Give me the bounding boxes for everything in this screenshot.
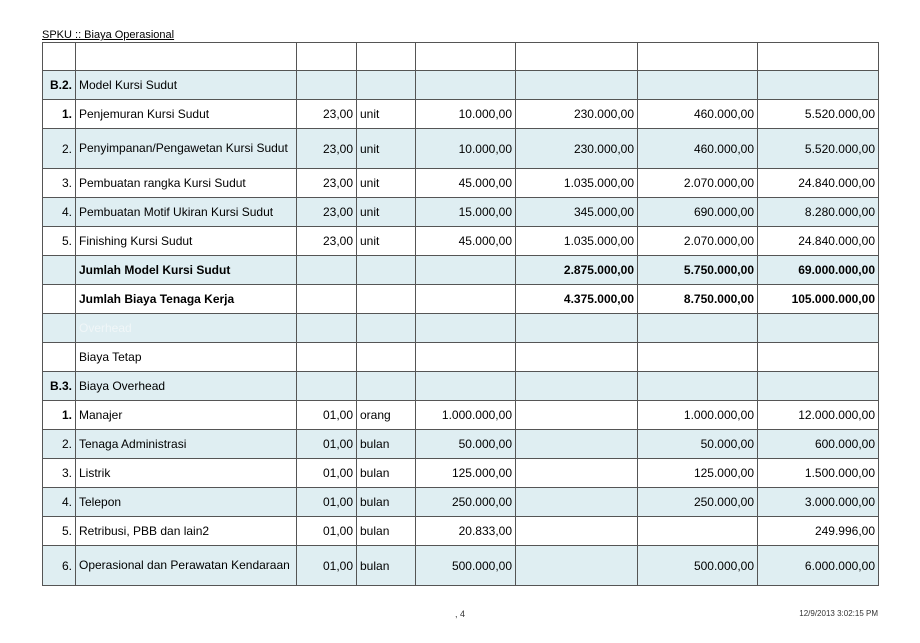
item-month (516, 401, 638, 430)
item-unit: unit (357, 129, 416, 169)
item-period (638, 517, 758, 546)
spacer-row (43, 314, 879, 343)
item-name: Penyimpanan/Pengawetan Kursi Sudut (76, 129, 297, 169)
item-year: 600.000,00 (758, 430, 879, 459)
item-period: 460.000,00 (638, 129, 758, 169)
item-price: 1.000.000,00 (416, 401, 516, 430)
item-name: Finishing Kursi Sudut (76, 227, 297, 256)
row-number: 1. (43, 100, 76, 129)
grand-total-label: Jumlah Biaya Tenaga Kerja (76, 285, 297, 314)
item-unit: bulan (357, 459, 416, 488)
row-number: 2. (43, 430, 76, 459)
item-unit: unit (357, 169, 416, 198)
item-price: 45.000,00 (416, 169, 516, 198)
table-row (43, 129, 879, 169)
item-price: 45.000,00 (416, 227, 516, 256)
item-year: 24.840.000,00 (758, 227, 879, 256)
item-period: 50.000,00 (638, 430, 758, 459)
item-month: 345.000,00 (516, 198, 638, 227)
item-name: Operasional dan Perawatan Kendaraan (76, 546, 297, 586)
item-qty: 01,00 (297, 430, 357, 459)
item-unit: unit (357, 198, 416, 227)
table-row (43, 198, 879, 227)
item-year: 1.500.000,00 (758, 459, 879, 488)
category-label: Biaya Tetap (76, 343, 297, 372)
row-number: 4. (43, 198, 76, 227)
subtotal-row (43, 256, 879, 285)
row-number: 5. (43, 227, 76, 256)
table-row (43, 459, 879, 488)
table-row (43, 517, 879, 546)
row-number: 2. (43, 129, 76, 169)
row-number: 5. (43, 517, 76, 546)
section-code: B.3. (43, 372, 76, 401)
category-row (43, 343, 879, 372)
item-qty: 01,00 (297, 546, 357, 586)
item-qty: 23,00 (297, 227, 357, 256)
subtotal-month: 2.875.000,00 (516, 256, 638, 285)
item-year: 5.520.000,00 (758, 129, 879, 169)
row-number: 1. (43, 401, 76, 430)
item-unit: bulan (357, 546, 416, 586)
item-year: 12.000.000,00 (758, 401, 879, 430)
item-period: 500.000,00 (638, 546, 758, 586)
item-month: 1.035.000,00 (516, 227, 638, 256)
faint-label: Overhead (76, 314, 297, 343)
document-title: SPKU :: Biaya Operasional (42, 29, 175, 41)
table-row (43, 488, 879, 517)
item-price: 15.000,00 (416, 198, 516, 227)
item-period: 690.000,00 (638, 198, 758, 227)
section-code: B.2. (43, 71, 76, 100)
item-unit: bulan (357, 488, 416, 517)
item-qty: 01,00 (297, 459, 357, 488)
row-number: 4. (43, 488, 76, 517)
subtotal-label: Jumlah Model Kursi Sudut (76, 256, 297, 285)
section-title: Biaya Overhead (76, 372, 297, 401)
item-price: 20.833,00 (416, 517, 516, 546)
row-number: 3. (43, 459, 76, 488)
item-year: 249.996,00 (758, 517, 879, 546)
table-row (43, 100, 879, 129)
item-unit: unit (357, 100, 416, 129)
item-price: 10.000,00 (416, 100, 516, 129)
item-year: 24.840.000,00 (758, 169, 879, 198)
item-qty: 23,00 (297, 100, 357, 129)
row-number: 6. (43, 546, 76, 586)
grand-total-month: 4.375.000,00 (516, 285, 638, 314)
item-month (516, 488, 638, 517)
item-month: 230.000,00 (516, 129, 638, 169)
item-month: 1.035.000,00 (516, 169, 638, 198)
item-qty: 01,00 (297, 488, 357, 517)
item-name: Telepon (76, 488, 297, 517)
item-name: Retribusi, PBB dan lain2 (76, 517, 297, 546)
item-year: 3.000.000,00 (758, 488, 879, 517)
item-period: 125.000,00 (638, 459, 758, 488)
item-qty: 23,00 (297, 169, 357, 198)
item-month (516, 430, 638, 459)
item-price: 50.000,00 (416, 430, 516, 459)
item-qty: 01,00 (297, 401, 357, 430)
item-unit: unit (357, 227, 416, 256)
item-name: Pembuatan Motif Ukiran Kursi Sudut (76, 198, 297, 227)
table-row (43, 430, 879, 459)
item-month (516, 517, 638, 546)
item-year: 8.280.000,00 (758, 198, 879, 227)
item-period: 460.000,00 (638, 100, 758, 129)
item-qty: 23,00 (297, 198, 357, 227)
section-row-b2 (43, 71, 879, 100)
item-unit: orang (357, 401, 416, 430)
item-qty: 23,00 (297, 129, 357, 169)
item-name: Listrik (76, 459, 297, 488)
item-year: 5.520.000,00 (758, 100, 879, 129)
grand-total-row (43, 285, 879, 314)
page-number: , 4 (455, 609, 466, 619)
item-year: 6.000.000,00 (758, 546, 879, 586)
item-name: Tenaga Administrasi (76, 430, 297, 459)
item-name: Manajer (76, 401, 297, 430)
item-unit: bulan (357, 517, 416, 546)
section-row-b3 (43, 372, 879, 401)
table-row (43, 401, 879, 430)
item-month (516, 546, 638, 586)
section-title: Model Kursi Sudut (76, 71, 297, 100)
grand-total-period: 8.750.000,00 (638, 285, 758, 314)
item-name: Penjemuran Kursi Sudut (76, 100, 297, 129)
item-period: 2.070.000,00 (638, 169, 758, 198)
item-period: 250.000,00 (638, 488, 758, 517)
item-month: 230.000,00 (516, 100, 638, 129)
item-period: 2.070.000,00 (638, 227, 758, 256)
item-name: Pembuatan rangka Kursi Sudut (76, 169, 297, 198)
table-row (43, 227, 879, 256)
subtotal-year: 69.000.000,00 (758, 256, 879, 285)
header-row (43, 43, 879, 71)
item-qty: 01,00 (297, 517, 357, 546)
item-period: 1.000.000,00 (638, 401, 758, 430)
print-timestamp: 12/9/2013 3:02:15 PM (799, 609, 878, 618)
grand-total-year: 105.000.000,00 (758, 285, 879, 314)
item-month (516, 459, 638, 488)
item-price: 125.000,00 (416, 459, 516, 488)
item-unit: bulan (357, 430, 416, 459)
item-price: 250.000,00 (416, 488, 516, 517)
cost-table (42, 42, 879, 586)
item-price: 500.000,00 (416, 546, 516, 586)
table-row (43, 169, 879, 198)
table-row (43, 546, 879, 586)
row-number: 3. (43, 169, 76, 198)
item-price: 10.000,00 (416, 129, 516, 169)
subtotal-period: 5.750.000,00 (638, 256, 758, 285)
